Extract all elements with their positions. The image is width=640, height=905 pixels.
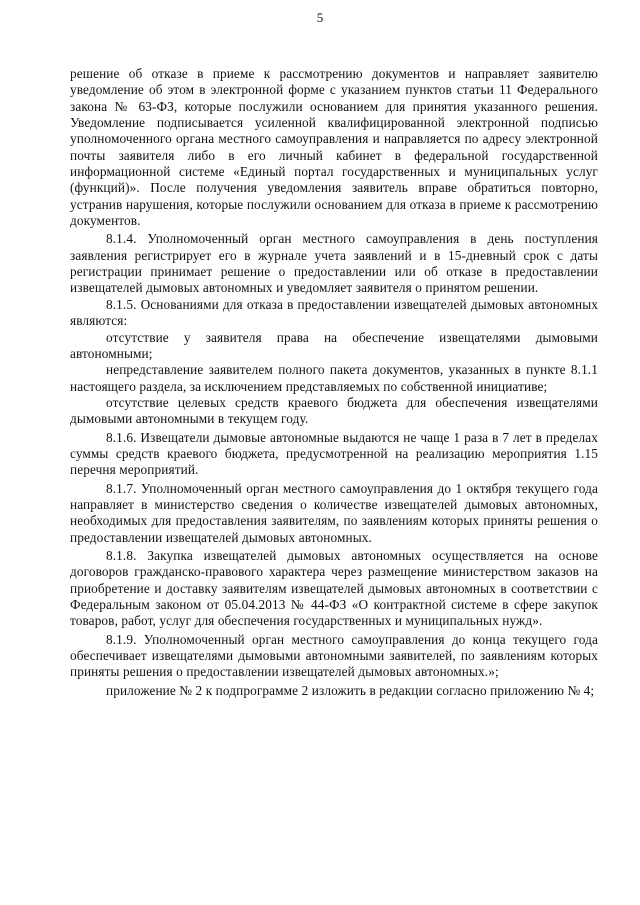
paragraph-8-1-5: 8.1.5. Основаниями для отказа в предоставлении извещателей дымовых автономных являются: xyxy=(70,296,598,329)
paragraph-rejection-notice: решение об отказе в приеме к рассмотрению документов и направляет заявителю уведомление об этом в электронной форме с указанием пунктов статьи 11 Федерального закона № 63-ФЗ, которые послужили основанием для принятия указанного решения. Уведомление подписывается усиленной квалифицированной электронной подписью уполномоченного органа местного самоуправления и направляется по адресу электронной почты заявителя либо в его личный кабинет в федеральной государственной информационной системе «Единый портал государственных и муниципальных услуг (функций)». После получения уведомления заявитель вправе обратиться повторно, устранив нарушения, которые послужили основанием для отказа в приеме к рассмотрению документов. xyxy=(70,66,598,229)
paragraph-refusal-ground-1: отсутствие у заявителя права на обеспечение извещателями дымовыми автономными; xyxy=(70,329,598,361)
paragraph-refusal-ground-3: отсутствие целевых средств краевого бюджета для обеспечения извещателями дымовыми автономными в текущем году. xyxy=(70,394,598,427)
paragraph-8-1-8: 8.1.8. Закупка извещателей дымовых автономных осуществляется на основе договоров гражданско-правового характера через размещение министерством заказов на приобретение и доставку заявителям извещателей дымовых автономных в соответствии с Федеральным законом от 05.04.2013 № 44-ФЗ «О контрактной системе в сфере закупок товаров, работ, услуг для обеспечения государственных и муниципальных нужд». xyxy=(70,547,598,629)
paragraph-refusal-ground-2: непредставление заявителем полного пакета документов, указанных в пункте 8.1.1 настоящего раздела, за исключением представляемых по собственной инициативе; xyxy=(70,362,598,394)
paragraph-8-1-6: 8.1.6. Извещатели дымовые автономные выдаются не чаще 1 раза в 7 лет в пределах суммы средств краевого бюджета, предусмотренной на реализацию мероприятия 1.15 перечня мероприятий. xyxy=(70,429,598,478)
paragraph-8-1-4: 8.1.4. Уполномоченный орган местного самоуправления в день поступления заявления регистрирует его в журнале учета заявлений и в 15-дневный срок с даты регистрации принимает решение о предоставлении или об отказе в предоставлении извещателей дымовых автономных и уведомляет заявителя о принятом решении. xyxy=(70,231,598,296)
paragraph-8-1-7: 8.1.7. Уполномоченный орган местного самоуправления до 1 октября текущего года направляет в министерство сведения о количестве извещателей дымовых автономных, необходимых для предоставления заявителям, по заявлениям которых приняты решения о предоставлении извещателей дымовых автономных. xyxy=(70,480,598,545)
document-body xyxy=(70,66,598,699)
paragraph-appendix-2: приложение № 2 к подпрограмме 2 изложить в редакции согласно приложению № 4; xyxy=(106,682,595,698)
page-number: 5 xyxy=(316,10,324,25)
paragraph-8-1-9: 8.1.9. Уполномоченный орган местного самоуправления до конца текущего года обеспечивает извещателями дымовыми автономными заявителей, по заявлениям которых приняты решения о предоставлении извещателей дымовых автономных.»; xyxy=(70,631,598,680)
